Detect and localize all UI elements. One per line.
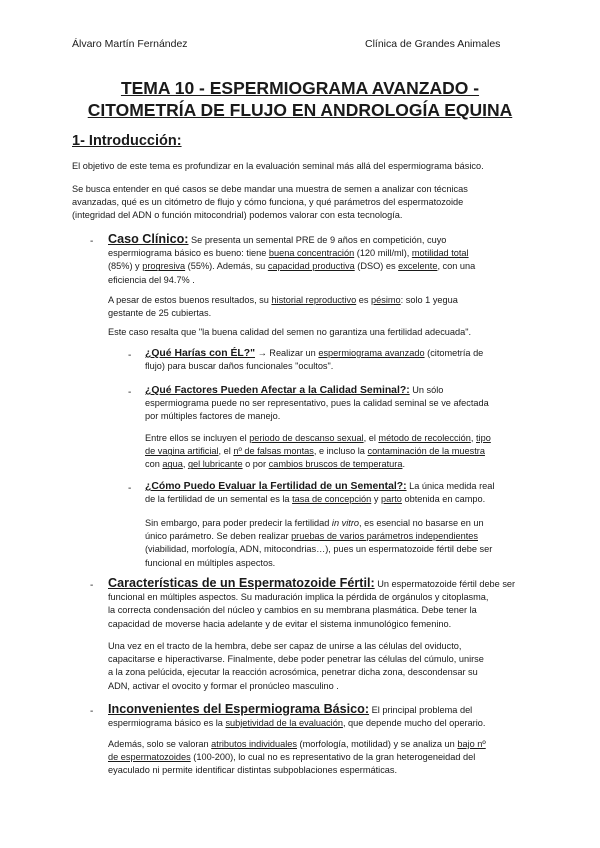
inconvenientes-block: Inconvenientes del Espermiograma Básico: El principal problema del espermiograma básico es la subjetividad de la evaluación, que depende mucho del operario. (108, 702, 486, 729)
bullet-dash: - (128, 483, 132, 494)
subject-name: Clínica de Grandes Animales (365, 38, 501, 50)
q3-block: ¿Cómo Puedo Evaluar la Fertilidad de un Semental?: La única medida real de la fertilidad de un semental es la tasa de concepción y parto obtenida en campo. (145, 481, 495, 505)
bullet-dash: - (90, 706, 94, 717)
bullet-dash: - (90, 236, 94, 247)
bullet-dash: - (128, 350, 132, 361)
q1-heading: ¿Qué Harías con ÉL?" (145, 348, 256, 359)
intro-paragraph-2: Se busca entender en qué casos se debe mandar una muestra de semen a analizar con técnicas avanzadas, qué es un citómetro de flujo y cómo funciona, y qué parámetros del espermatozoide (integridad del ADN o función mitocondrial) podemos valorar con esta tecnología. (72, 184, 468, 221)
caso-paragraph-2: A pesar de estos buenos resultados, su historial reproductivo es pésimo: solo 1 yegua gestante de 25 cubiertas. (108, 295, 458, 319)
q2-heading: ¿Qué Factores Pueden Afectar a la Calidad Seminal?: (145, 385, 410, 396)
inconvenientes-heading: Inconvenientes del Espermiograma Básico: (108, 702, 370, 716)
caracteristicas-block: Características de un Espermatozoide Fértil: Un espermatozoide fértil debe ser funcional en múltiples aspectos. Su maduración implica la pérdida de orgánulos y citoplasma, la correcta condensación del núcleo y cambios en su membrana plasmática. Debe tener la capacidad de moverse hacia adelante y de evitar el sistema inmunológico femenino. (108, 576, 516, 629)
title-line-2: CITOMETRÍA DE FLUJO EN ANDROLOGÍA EQUINA (87, 100, 513, 120)
caso-clinico-block: Caso Clínico: Se presenta un semental PRE de 9 años en competición, cuyo espermiograma básico es bueno: tiene buena concentración (120 mill/ml), motilidad total (85%) y progresiva (55%). Además, su capacidad productiva (DSO) es excelente, con una eficiencia del 94.7% . (108, 232, 476, 285)
caso-paragraph-3: Este caso resalta que "la buena calidad del semen no garantiza una fertilidad adecuada". (108, 327, 472, 337)
q3-heading: ¿Cómo Puedo Evaluar la Fertilidad de un Semental?: (145, 481, 407, 492)
caso-heading: Caso Clínico: (108, 232, 189, 246)
title-line-1: TEMA 10 - ESPERMIOGRAMA AVANZADO - (120, 78, 480, 98)
caracteristicas-heading: Características de un Espermatozoide Fértil: (108, 576, 375, 590)
q2-block: ¿Qué Factores Pueden Afectar a la Calidad Seminal?: Un sólo espermiograma puede no ser representativo, pues la calidad seminal se ve afectada por múltiples factores de manejo. (145, 385, 489, 422)
q3-paragraph-2: Sin embargo, para poder predecir la fertilidad in vitro, es esencial no basarse en un único parámetro. Se deben realizar pruebas de varios parámetros independientes (viabilidad, morfología, ADN, mitocondrias…), pues un espermatozoide fértil debe ser funcional en múltiples aspectos. (145, 518, 493, 568)
bullet-dash: - (90, 580, 94, 591)
page-title (0, 77, 600, 121)
q2-paragraph-2: Entre ellos se incluyen el periodo de descanso sexual, el método de recolección, tipo de vagina artificial, el nº de falsas montas, e incluso la contaminación de la muestra con agua, gel lubricante o por cambios bruscos de temperatura. (145, 433, 491, 470)
section-heading: 1- Introducción: (72, 133, 182, 149)
caracteristicas-paragraph-2: Una vez en el tracto de la hembra, debe ser capaz de unirse a las células del oviducto, capacitarse e hiperactivarse. Finalmente, debe poder penetrar las células del cúmulo, unirse a la zona pelúcida, ejecutar la reacción acrosómica, penetrar dicha zona, descondensar su ADN, activar el ovocito y formar el pronúcleo masculino . (108, 641, 484, 691)
intro-paragraph-1: El objetivo de este tema es profundizar en la evaluación seminal más allá del espermiograma básico. (72, 161, 484, 171)
author-name: Álvaro Martín Fernández (72, 38, 188, 50)
inconvenientes-paragraph-2: Además, solo se valoran atributos individuales (morfología, motilidad) y se analiza un bajo nº de espermatozoides (100-200), lo cual no es representativo de la gran heterogeneidad del eyaculado ni permite identificar distintas subpoblaciones espermáticas. (108, 739, 486, 776)
q1-block: ¿Qué Harías con ÉL?" → Realizar un espermiograma avanzado (citometría de flujo) para buscar daños funcionales "ocultos". (145, 348, 484, 372)
bullet-dash: - (128, 387, 132, 398)
